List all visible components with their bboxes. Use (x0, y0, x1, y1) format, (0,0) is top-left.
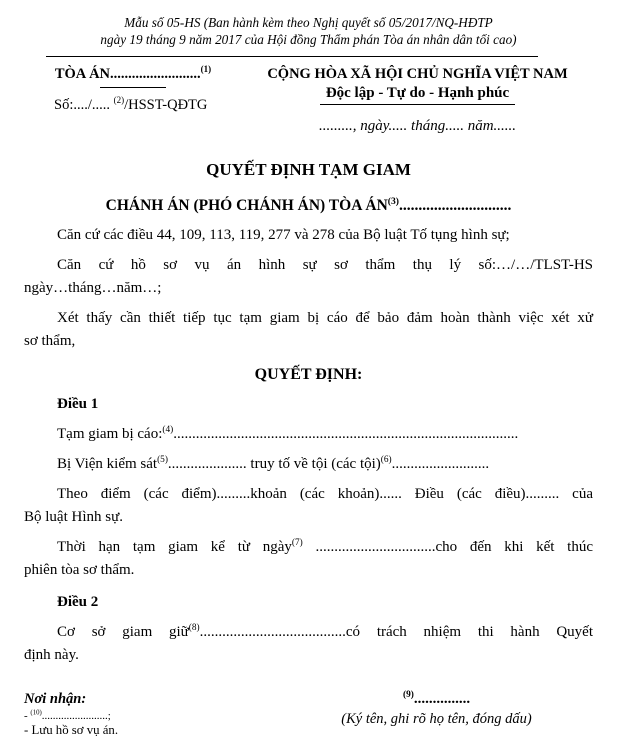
court-underline (100, 87, 166, 88)
legal-basis-paragraph-1: Căn cứ các điều 44, 109, 113, 119, 277 và 278 của Bộ luật Tố tụng hình sự; (57, 226, 510, 243)
recipient-item-1-dash: - (24, 709, 31, 722)
issuing-authority-blank: ............................. (398, 196, 512, 214)
court-name-line (24, 66, 242, 83)
footnote-marker-2: (2) (113, 95, 125, 106)
footnote-marker-8: (8) (188, 622, 200, 633)
case-number-line (24, 97, 242, 114)
recipient-item-2: - Lưu hồ sơ vụ án. (24, 722, 119, 737)
prosecution-offense-blank: .......................... (391, 455, 490, 472)
form-note-line1: Mẫu số 05-HS (Ban hành kèm theo Nghị quyết số 05/2017/NQ-HĐTP (124, 15, 493, 30)
signatory-title-line (280, 691, 593, 708)
detention-facility-blank: .......................................có trách nhiệm thi hành Quyết (199, 623, 593, 640)
national-header-column (242, 66, 593, 135)
header-divider (46, 56, 538, 57)
issuing-authority-label: CHÁNH ÁN (PHÓ CHÁNH ÁN) TÒA ÁN (105, 196, 388, 214)
form-note (24, 14, 593, 49)
issuing-authority-line (24, 197, 593, 215)
form-note-line2: ngày 19 tháng 9 năm 2017 của Hội đồng Thẩm phán Tòa án nhân dân tối cao) (100, 32, 517, 48)
detention-term-line2: phiên tòa sơ thẩm. (24, 561, 135, 578)
recipient-item-1 (24, 710, 280, 722)
legal-basis-paragraph-2-line1: Căn cứ hồ sơ vụ án hình sự sơ thẩm thụ lý số:…/…/TLST-HS (57, 256, 593, 273)
prosecution-offense-text: ..................... truy tố về tội (các tội) (167, 455, 381, 472)
prosecution-line (24, 453, 593, 476)
document-title: QUYẾT ĐỊNH TẠM GIAM (206, 159, 411, 179)
detained-defendant-line (24, 423, 593, 446)
signature-instruction: (Ký tên, ghi rõ họ tên, đóng dấu) (341, 710, 532, 727)
document-body (24, 224, 593, 667)
footnote-marker-9: (9) (402, 689, 414, 700)
date-place-line: ........., ngày..... tháng..... năm...... (318, 117, 517, 134)
footnote-marker-5: (5) (157, 454, 168, 465)
prosecution-label: Bị Viện kiểm sát (57, 455, 158, 472)
footnote-marker-3: (3) (387, 195, 399, 207)
article-1-heading: Điều 1 (57, 395, 99, 412)
detained-defendant-blank: ............................................................................................ (173, 425, 519, 442)
footnote-marker-10: (10) (30, 709, 42, 717)
footnote-marker-4: (4) (162, 424, 174, 435)
footnote-marker-7: (7) (291, 537, 303, 548)
penal-code-reference-line1: Theo điểm (các điểm).........khoản (các khoản)...... Điều (các điều)......... của (57, 485, 593, 502)
recipients-heading: Nơi nhận: (24, 690, 87, 707)
signatory-title-blank: ............... (413, 690, 471, 707)
case-number-prefix: Số:..../..... (54, 96, 114, 113)
national-title: CỘNG HÒA XÃ HỘI CHỦ NGHĨA VIỆT NAM (267, 65, 568, 82)
recipients-block (24, 691, 280, 738)
article-2-heading: Điều 2 (57, 593, 99, 610)
detention-term-line1 (24, 536, 593, 559)
footnote-marker-1: (1) (200, 64, 212, 75)
detention-facility-label: Cơ sở giam giữ (57, 623, 189, 640)
footnote-marker-6: (6) (380, 454, 392, 465)
consideration-paragraph-line2: sơ thẩm, (24, 332, 76, 349)
detention-term-blank: ................................cho đến khi kết thúc (302, 538, 593, 555)
court-header-column (24, 66, 242, 135)
national-motto: Độc lập - Tự do - Hạnh phúc (320, 84, 515, 105)
case-number-suffix: /HSST-QĐTG (124, 96, 208, 113)
document-footer (24, 691, 593, 738)
document-header (24, 66, 593, 135)
detention-facility-line2: định này. (24, 646, 79, 663)
court-name-label: TÒA ÁN......................... (54, 65, 201, 82)
signature-block (280, 691, 593, 738)
consideration-paragraph-line1: Xét thấy cần thiết tiếp tục tạm giam bị cáo để bảo đảm hoàn thành việc xét xử (57, 309, 593, 326)
penal-code-reference-line2: Bộ luật Hình sự. (24, 508, 123, 525)
legal-basis-paragraph-2-line2: ngày…tháng…năm…; (24, 279, 162, 296)
decision-heading: QUYẾT ĐỊNH: (254, 365, 363, 383)
recipient-item-1-blank: ........................; (41, 709, 111, 722)
detention-term-label: Thời hạn tạm giam kể từ ngày (57, 538, 292, 555)
detained-defendant-label: Tạm giam bị cáo: (57, 425, 163, 442)
detention-facility-line1 (24, 621, 593, 644)
